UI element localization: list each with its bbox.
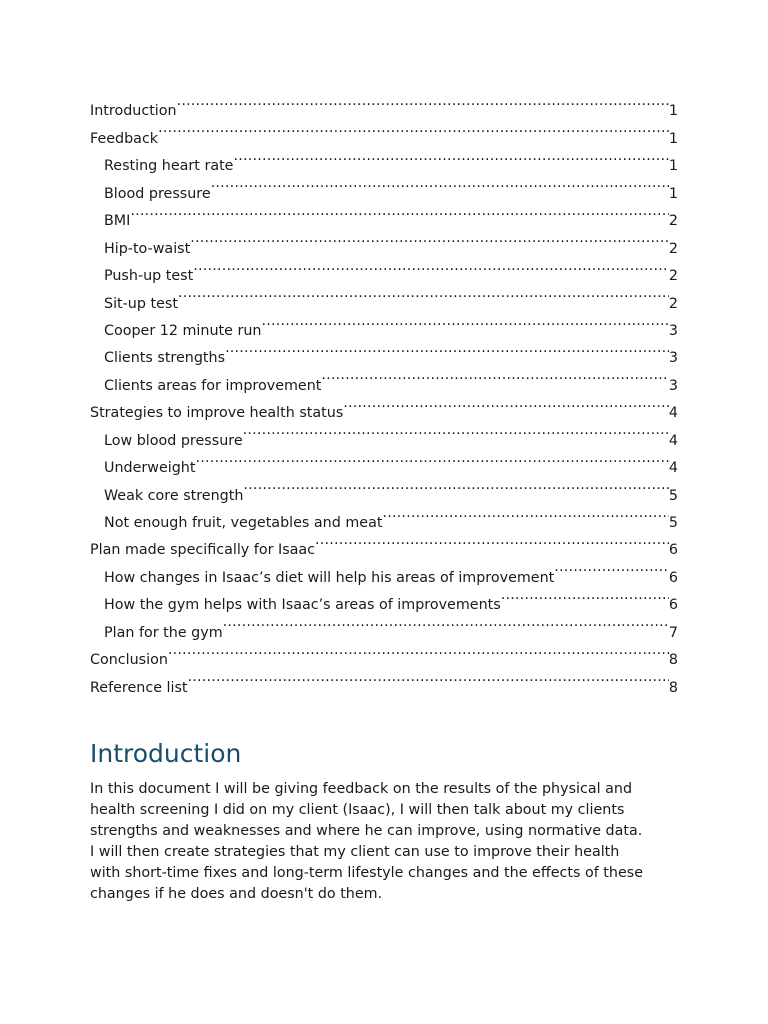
- toc-page-number: 2: [668, 213, 678, 230]
- toc-entry-title: Plan for the gym: [104, 624, 223, 641]
- toc-page-number: 6: [668, 569, 678, 586]
- toc-dot-leader: [382, 500, 668, 527]
- toc-entry-title: Reference list: [90, 679, 188, 696]
- toc-page-number: 4: [668, 405, 678, 422]
- toc-entry-title: Hip-to-waist: [104, 240, 191, 257]
- toc-dot-leader: [158, 115, 669, 142]
- toc-entry-title: Clients strengths: [104, 350, 226, 367]
- toc-dot-leader: [315, 527, 669, 554]
- toc-page-number: 3: [668, 350, 678, 367]
- toc-dot-leader: [225, 335, 669, 362]
- toc-entry-title: Clients areas for improvement: [104, 377, 322, 394]
- toc-entry[interactable]: [90, 143, 678, 175]
- toc-dot-leader: [211, 170, 669, 197]
- table-of-contents: [90, 88, 678, 696]
- paragraph-line: health screening I did on my client (Isaac), I will then talk about my clients: [90, 801, 625, 818]
- toc-entry-title: Not enough fruit, vegetables and meat: [104, 515, 383, 531]
- toc-entry[interactable]: [90, 664, 678, 696]
- toc-dot-leader: [501, 582, 669, 609]
- toc-page-number: 4: [668, 432, 678, 449]
- toc-dot-leader: [178, 280, 669, 307]
- toc-entry[interactable]: [90, 308, 678, 339]
- toc-page-number: 2: [668, 268, 678, 285]
- toc-page-number: 6: [668, 597, 678, 614]
- toc-entry-title: Weak core strength: [104, 487, 244, 504]
- toc-dot-leader: [554, 554, 669, 581]
- paragraph-line: strengths and weaknesses and where he can improve, using normative data.: [90, 822, 643, 839]
- toc-page-number: 1: [668, 185, 678, 202]
- toc-page-number: 3: [668, 377, 678, 394]
- toc-entry-title: Cooper 12 minute run: [104, 322, 262, 339]
- toc-entry[interactable]: [90, 225, 678, 257]
- toc-entry-title: Blood pressure: [104, 185, 211, 202]
- toc-page-number: 4: [668, 460, 678, 477]
- toc-dot-leader: [177, 88, 669, 115]
- toc-dot-leader: [261, 308, 668, 335]
- toc-page-number: 2: [668, 240, 678, 257]
- toc-entry-title: Introduction: [90, 103, 177, 120]
- toc-dot-leader: [243, 472, 668, 499]
- paragraph-line: with short-time fixes and long-term lifestyle changes and the effects of these: [90, 864, 643, 881]
- toc-entry-title: How the gym helps with Isaac’s areas of improvements: [104, 597, 501, 614]
- toc-page-number: 1: [668, 130, 678, 147]
- toc-entry[interactable]: [90, 637, 678, 669]
- toc-page-number: 5: [668, 487, 678, 504]
- toc-entry[interactable]: [90, 88, 678, 120]
- toc-entry[interactable]: [90, 115, 678, 147]
- toc-entry-title: Resting heart rate: [104, 158, 234, 175]
- toc-page-number: 5: [668, 515, 678, 531]
- toc-entry-title: Feedback: [90, 130, 159, 147]
- toc-entry-title: Sit-up test: [104, 295, 178, 312]
- introduction-heading: Introduction: [90, 739, 242, 768]
- toc-dot-leader: [223, 609, 669, 636]
- toc-dot-leader: [168, 637, 669, 664]
- toc-entry-title: Underweight: [104, 460, 196, 477]
- toc-entry-title: How changes in Isaac’s diet will help his areas of improvement: [104, 569, 555, 586]
- toc-page-number: 1: [668, 158, 678, 175]
- toc-page-number: 2: [668, 295, 678, 312]
- toc-dot-leader: [190, 225, 669, 252]
- toc-entry-title: Push-up test: [104, 268, 194, 285]
- toc-entry-title: Strategies to improve health status: [90, 405, 344, 422]
- introduction-paragraph: [90, 779, 690, 904]
- toc-entry-title: Plan made specifically for Isaac: [90, 542, 316, 559]
- toc-page-number: 6: [668, 542, 678, 559]
- toc-dot-leader: [188, 664, 669, 691]
- toc-dot-leader: [195, 445, 668, 472]
- toc-dot-leader: [233, 143, 668, 170]
- toc-entry-title: Low blood pressure: [104, 432, 243, 449]
- toc-dot-leader: [343, 390, 669, 417]
- toc-entry[interactable]: [90, 198, 678, 230]
- toc-page-number: 7: [668, 624, 678, 641]
- toc-dot-leader: [193, 253, 669, 280]
- paragraph-line: I will then create strategies that my client can use to improve their health: [90, 843, 620, 860]
- paragraph-line: changes if he does and doesn't do them.: [90, 885, 383, 902]
- toc-dot-leader: [130, 198, 669, 225]
- toc-page-number: 8: [668, 679, 678, 696]
- toc-entry-title: BMI: [104, 213, 131, 230]
- toc-dot-leader: [243, 417, 669, 444]
- toc-page-number: 8: [668, 652, 678, 669]
- toc-entry-title: Conclusion: [90, 652, 168, 669]
- paragraph-line: In this document I will be giving feedback on the results of the physical and: [90, 781, 633, 797]
- toc-page-number: 3: [668, 322, 678, 339]
- toc-page-number: 1: [668, 103, 678, 120]
- toc-dot-leader: [321, 362, 668, 389]
- toc-entry[interactable]: [90, 280, 678, 312]
